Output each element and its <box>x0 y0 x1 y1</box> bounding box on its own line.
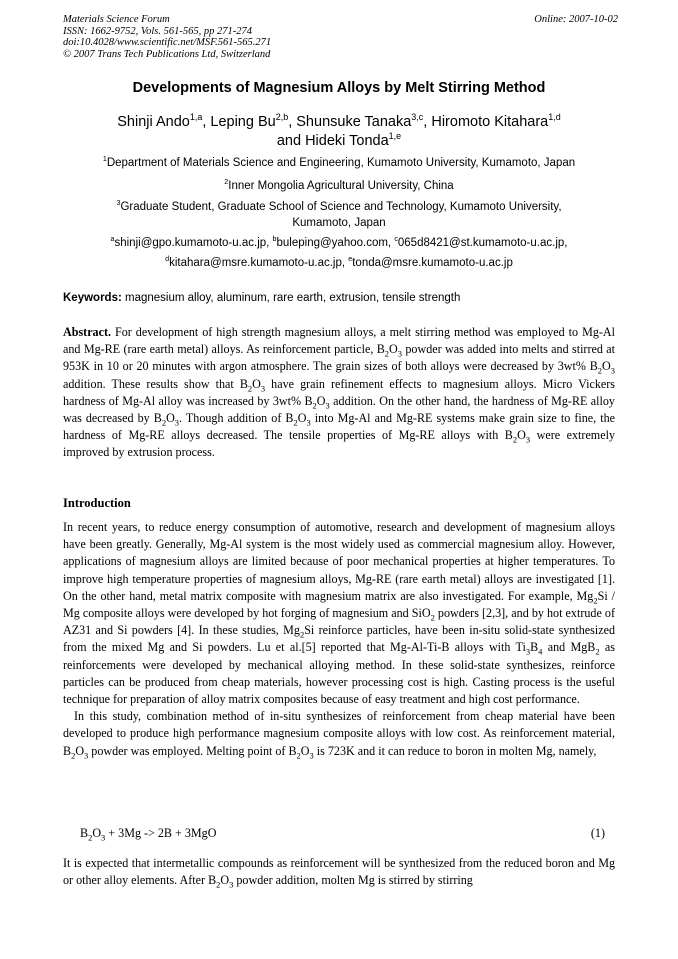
equation-number: (1) <box>590 826 605 840</box>
email-marker: c <box>394 235 398 244</box>
author-name: Shinji Ando <box>117 114 190 130</box>
author-marker: 2,b <box>275 112 289 123</box>
author-name: Hideki Tonda <box>305 133 389 149</box>
author-marker: 1,d <box>548 112 561 123</box>
email: 065d8421@st.kumamoto-u.ac.jp, <box>397 237 568 249</box>
author-name: Shunsuke Tanaka <box>296 114 412 130</box>
abstract-label: Abstract. <box>63 325 112 339</box>
paragraph: In recent years, to reduce energy consumption of automotive, research and development of magnesium alloys have been greatly. Generally, Mg-Al system is the most widely used as commercial magnesium alloy. However, applications of magnesium alloys are limited because of poor mechanical properties at higher temperatures. To improve high temperature properties of magnesium alloys, Mg-RE (rare earth metal) alloys are investigated [1]. On the other hand, metal matrix composite with magnesium matrix are also investigated. For example, $Mg_2Si$ / Mg composite alloys were developed by hot forging of magnesium and SiO$_2$ powders [2,3], and by hot extrude of AZ31 and Si powders [4]. In these studies, $Mg_2Si$ reinforce particles, have been in-situ solid-state synthesized from the mixed Mg and Si powders. Lu et al.[5] reported that Mg-Al-Ti-B alloys with $Ti_3B_4$ and MgB$_2$ as reinforcements were developed by mechanical alloying method. In these solid-state synthesizes, reinforce particles can be produced from cheap materials, however processing cost is high. Casting process is the useful technique for preparation of alloy matrix composites because of easy treatment and high cost performance. <box>63 520 615 707</box>
email-marker: d <box>165 255 170 264</box>
email-list <box>55 235 623 271</box>
online-date: Online: 2007-10-02 <box>534 14 618 25</box>
keywords-label: Keywords: <box>63 292 122 304</box>
affiliation-1 <box>55 155 623 171</box>
email-marker: b <box>272 235 277 244</box>
author-marker: 1,e <box>388 131 402 142</box>
email: tonda@msre.kumamoto-u.ac.jp <box>352 257 513 269</box>
paragraph: It is expected that intermetallic compounds as reinforcement will be synthesized from the reduced boron and Mg or other alloy elements. After $B_2O_3$ powder addition, molten Mg is stirred by stirring <box>63 856 615 890</box>
section-heading-introduction: Introduction <box>63 496 131 510</box>
introduction-continued <box>63 855 615 889</box>
journal-name: Materials Science Forum <box>63 14 170 25</box>
issn-line: ISSN: 1662-9752, Vols. 561-565, pp 271-274 <box>63 25 252 37</box>
doi-line: doi:10.4028/www.scientific.net/MSF.561-565.271 <box>63 37 272 48</box>
author-name: Hiromoto Kitahara <box>431 114 549 130</box>
email: buleping@yahoo.com, <box>276 237 395 249</box>
affiliation-text: Department of Materials Science and Engineering, Kumamoto University, Kumamoto, Japan <box>106 157 576 169</box>
affiliation-marker: 2 <box>224 178 229 187</box>
author-marker: 3,c <box>411 112 424 123</box>
equation-1: $B_2O_3 + 3Mg -> 2B + 3MgO$ (1) <box>80 826 605 843</box>
affiliation-3 <box>55 199 623 231</box>
copyright-line: © 2007 Trans Tech Publications Ltd, Switzerland <box>63 48 271 60</box>
abstract: Abstract. For development of high strength magnesium alloys, a melt stirring method was employed to Mg-Al and Mg-RE (rare earth metal) alloys. As reinforcement particle, $B_2O_3$ powder was added into melts and stirred at 953K in 10 or 20 minutes with argon atmosphere. The grain sizes of both alloys were decreased by 3wt% $B_2O_3$ addition. These results show that $B_2O_3$ have grain refinement effects to magnesium alloys. Micro Vickers hardness of Mg-Al alloy was increased by 3wt% $B_2O_3$ addition. On the other hand, the hardness of Mg-RE alloy was decreased by $B_2O_3$. Though addition of $B_2O_3$ into Mg-Al and Mg-RE systems make grain size to fine, the hardness of Mg-RE alloys decreased. The tensile properties of Mg-RE alloys with $B_2O_3$ were extremely improved by extrusion process. <box>63 325 615 460</box>
email-marker: e <box>348 255 353 264</box>
paper-title: Developments of Magnesium Alloys by Melt Stirring Method <box>132 80 546 96</box>
keywords <box>63 292 618 304</box>
affiliation-marker: 3 <box>116 199 121 208</box>
introduction-text <box>63 519 615 760</box>
affiliation-marker: 1 <box>102 155 107 164</box>
author-list: Shinji Ando$^{1,a}$, Leping Bu$^{2,b}$, Shunsuke Tanaka$^{3,c}$, Hiromoto Kitahara$^{1,d}$ and Hideki Tonda$^{1,e}$ <box>117 112 561 149</box>
affiliation-text: Graduate Student, Graduate School of Science and Technology, Kumamoto University, <box>120 201 562 213</box>
keywords-text: magnesium alloy, aluminum, rare earth, extrusion, tensile strength <box>125 292 461 304</box>
email-marker: a <box>110 235 115 244</box>
paragraph: In this study, combination method of in-situ synthesizes of reinforcement from cheap material have been developed to produce high performance magnesium composite alloys with low cost. As reinforcement material, $B_2O_3$ powder was employed. Melting point of $B_2O_3$ is 723K and it can reduce to boron in molten Mg, namely, <box>63 709 615 761</box>
affiliation-text: Inner Mongolia Agricultural University, China <box>228 180 454 192</box>
author-name: Leping Bu <box>210 114 276 130</box>
author-marker: 1,a <box>189 112 203 123</box>
affiliation-2 <box>55 178 623 194</box>
journal-header <box>63 14 618 60</box>
affiliation-text: Kumamoto, Japan <box>292 217 386 229</box>
email: kitahara@msre.kumamoto-u.ac.jp, <box>169 257 349 269</box>
email: shinji@gpo.kumamoto-u.ac.jp, <box>114 237 273 249</box>
